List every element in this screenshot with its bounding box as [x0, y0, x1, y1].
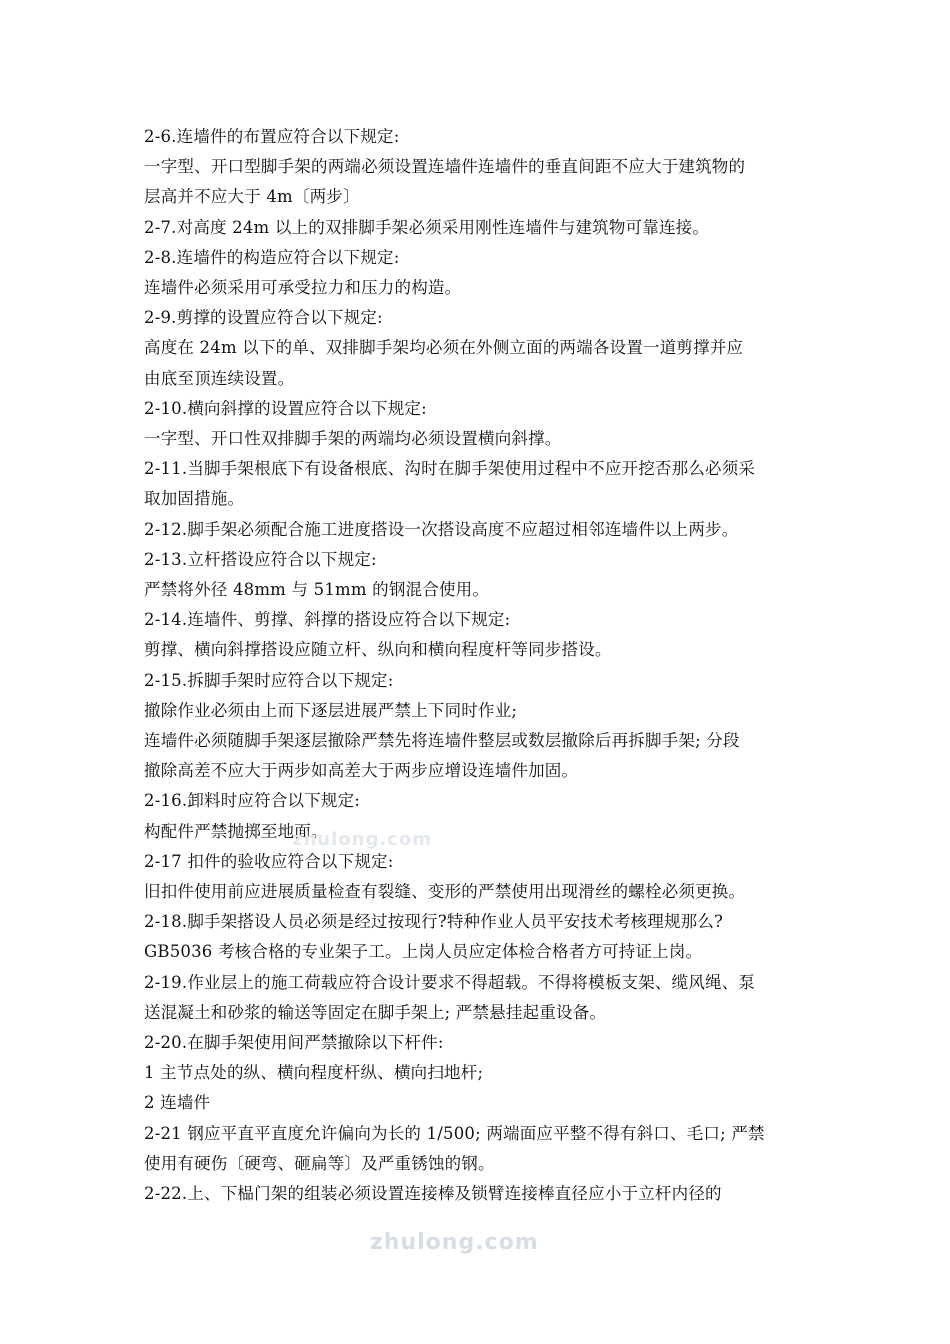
text-line: 2-18.脚手架搭设人员必须是经过按现行?特种作业人员平安技术考核理规那么?: [144, 912, 724, 932]
text-line: 2-15.拆脚手架时应符合以下规定:: [144, 670, 394, 690]
text-line: 旧扣件使用前应进展质量检查有裂缝、变形的严禁使用出现滑丝的螺栓必须更换。: [144, 882, 746, 901]
text-line: 构配件严禁抛掷至地面。: [144, 821, 328, 841]
text-line: 2-9.剪撑的设置应符合以下规定:: [144, 308, 383, 328]
text-line: 一字型、开口性双排脚手架的两端均必须设置横向斜撑。: [144, 429, 562, 448]
text-line: 严禁将外径 48mm 与 51mm 的钢混合使用。: [144, 580, 490, 599]
text-line: 2-11.当脚手架根底下有设备根底、沟时在脚手架使用过程中不应开挖否那么必须采: [144, 459, 756, 479]
text-line: 送混凝土和砂浆的输送等固定在脚手架上; 严禁悬挂起重设备。: [144, 1002, 607, 1022]
text-line: 取加固措施。: [144, 489, 245, 509]
text-line: 连墙件必须采用可承受拉力和压力的构造。: [144, 278, 462, 297]
text-line: 2-10.横向斜撑的设置应符合以下规定:: [144, 398, 427, 418]
text-line: 2-7.对高度 24m 以上的双排脚手架必须采用刚性连墙件与建筑物可靠连接。: [144, 217, 710, 237]
text-line: 高度在 24m 以下的单、双排脚手架均必须在外侧立面的两端各设置一道剪撑并应: [144, 338, 744, 358]
text-line: 2-17 扣件的验收应符合以下规定:: [144, 851, 394, 871]
text-line: 由底至顶连续设置。: [144, 368, 295, 388]
text-line: 连墙件必须随脚手架逐层撤除严禁先将连墙件整层或数层撤除后再拆脚手架; 分段: [144, 731, 740, 750]
text-line: 2-19.作业层上的施工荷载应符合设计要求不得超载。不得将模板支架、缆风绳、泵: [144, 972, 756, 992]
text-line: 2-6.连墙件的布置应符合以下规定:: [144, 127, 400, 146]
text-line: 2-14.连墙件、剪撑、斜撑的搭设应符合以下规定:: [144, 610, 511, 630]
text-line: 层高并不应大于 4m〔两步〕: [144, 187, 360, 207]
text-line: GB5036 考核合格的专业架子工。上岗人员应定体检合格者方可持证上岗。: [144, 942, 703, 962]
text-line: 剪撑、横向斜撑搭设应随立杆、纵向和横向程度杆等同步搭设。: [144, 640, 612, 660]
text-line: 撤除作业必须由上而下逐层进展严禁上下同时作业;: [144, 700, 518, 720]
watermark: zhulong.com: [370, 1230, 539, 1255]
text-line: 使用有硬伤〔硬弯、砸扁等〕及严重锈蚀的钢。: [144, 1153, 495, 1173]
text-line: 2 连墙件: [144, 1093, 211, 1113]
text-line: 2-20.在脚手架使用间严禁撤除以下杆件:: [144, 1033, 444, 1052]
text-line: 一字型、开口型脚手架的两端必须设置连墙件连墙件的垂直间距不应大于建筑物的: [144, 157, 746, 177]
watermark: zhulong.com: [292, 829, 432, 850]
text-line: 2-16.卸料时应符合以下规定:: [144, 791, 361, 811]
text-line: 2-13.立杆搭设应符合以下规定:: [144, 549, 377, 569]
text-line: 2-21 钢应平直平直度允许偏向为长的 1/500; 两端面应平整不得有斜口、毛口; 严禁: [144, 1123, 765, 1143]
text-line: 2-8.连墙件的构造应符合以下规定:: [144, 247, 400, 267]
text-line: 1 主节点处的纵、横向程度杆纵、横向扫地杆;: [144, 1063, 484, 1083]
text-line: 2-12.脚手架必须配合施工进度搭设一次搭设高度不应超过相邻连墙件以上两步。: [144, 519, 739, 539]
text-line: 撤除高差不应大于两步如高差大于两步应增设连墙件加固。: [144, 761, 579, 781]
text-line: 2-22.上、下榀门架的组装必须设置连接棒及锁臂连接棒直径应小于立杆内径的: [144, 1184, 722, 1203]
